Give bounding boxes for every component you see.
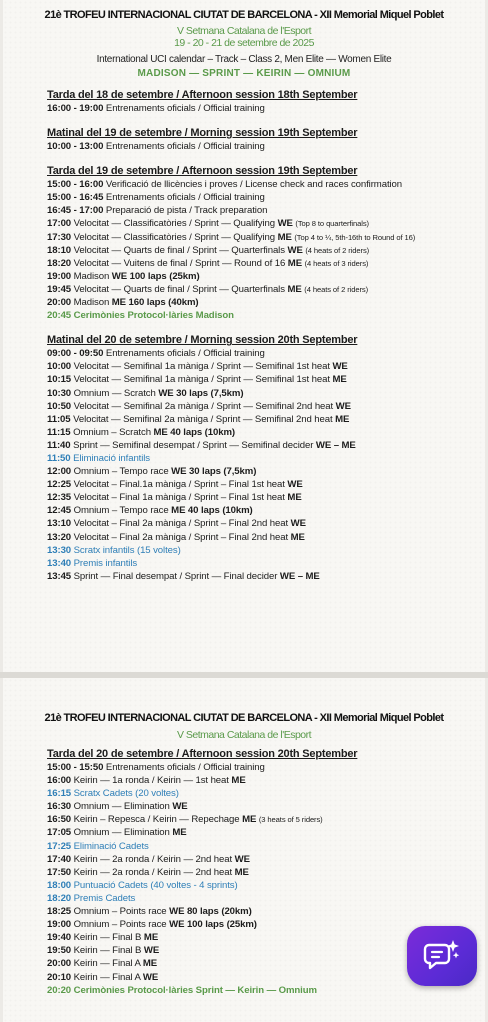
schedule-row: [47, 840, 477, 853]
schedule-row: [47, 140, 477, 153]
row-time: 11:05: [47, 413, 71, 425]
row-time: 19:50: [47, 945, 72, 957]
schedule-row: [47, 360, 477, 373]
row-event: Entrenaments oficials / Official training: [105, 192, 265, 204]
schedule-row: [47, 866, 477, 879]
row-event: Velocitat — Quarts de final / Sprint — Quarterfinals: [73, 283, 285, 295]
row-event: Omnium — Elimination: [73, 801, 170, 813]
row-event: Velocitat – Final 2a màniga / Sprint – Final 2nd heat: [73, 518, 289, 530]
schedule-row: [47, 452, 477, 465]
section-title: Tarda del 19 de setembre / Afternoon session 19th September: [47, 165, 358, 178]
row-event: Keirin — 2a ronda / Keirin — 2nd heat: [73, 853, 233, 865]
row-category: WE: [287, 479, 303, 491]
schedule-row: [47, 102, 477, 115]
row-time: 20:00: [47, 297, 72, 309]
schedule-row: [47, 387, 477, 400]
row-event: Omnium – Points race: [73, 919, 167, 931]
row-event: Entrenaments oficials / Official training: [105, 141, 265, 153]
schedule-row: [47, 826, 477, 839]
row-category: ME: [143, 932, 159, 944]
row-event: Velocitat – Final.1a màniga / Sprint – Final 1st heat: [73, 479, 285, 491]
event-subtitle-2: V Setmana Catalana de l'Esport: [176, 729, 312, 741]
row-event: Omnium – Tempo race: [73, 466, 169, 478]
row-time: 10:00 - 13:00: [47, 141, 104, 153]
row-time: 17:25: [47, 840, 72, 852]
row-time: 19:40: [47, 932, 72, 944]
row-time: 18:20: [47, 257, 72, 269]
row-time: 16:00: [47, 775, 72, 787]
row-event: Omnium — Scratch: [73, 387, 156, 399]
event-subtitle: V Setmana Catalana de l'Esport: [176, 25, 312, 37]
schedule-row: [47, 491, 477, 504]
schedule-row: [47, 373, 477, 386]
row-category: ME 160 laps (40km): [111, 297, 199, 309]
schedule-row: [47, 270, 477, 283]
row-category: ME: [287, 257, 302, 269]
row-note: (4 heats of 2 riders): [305, 245, 370, 255]
page-header: [3, 0, 485, 80]
row-time: 18:10: [47, 244, 72, 256]
schedule-row: [47, 761, 477, 774]
schedule-section: [47, 126, 477, 153]
row-category: WE 100 laps (25km): [111, 270, 200, 282]
row-event: Velocitat – Final 2a màniga / Sprint – Final 2nd heat: [73, 531, 289, 543]
row-time: 13:30: [47, 544, 72, 556]
schedule-row: [47, 257, 477, 270]
row-event: Eliminació Cadets: [73, 840, 149, 852]
row-category: WE – ME: [315, 439, 356, 451]
schedule-row: [47, 204, 477, 217]
row-category: WE: [277, 218, 293, 230]
row-event: Velocitat — Classificatòries / Sprint — Qualifying: [73, 231, 275, 243]
row-event: Omnium – Tempo race: [73, 505, 169, 517]
row-event: Preparació de pista / Track preparation: [105, 205, 268, 217]
schedule-row: [47, 478, 477, 491]
ai-assistant-button[interactable]: [407, 926, 477, 986]
schedule-row: [47, 879, 477, 892]
row-category: WE: [290, 518, 306, 530]
row-category: ME: [172, 827, 187, 839]
row-event: Entrenaments oficials / Official training: [105, 103, 265, 114]
row-time: 10:15: [47, 374, 72, 386]
row-event: Verificació de llicències i proves / License check and races confirmation: [105, 179, 403, 191]
schedule-row: [47, 309, 477, 322]
row-event: Sprint — Final desempat / Sprint — Final decider: [73, 570, 278, 582]
row-event: Keirin — Final B: [73, 932, 142, 944]
row-note: (3 heats of 5 riders): [258, 815, 323, 825]
schedule-row: [47, 426, 477, 439]
schedule-section: [47, 88, 477, 115]
row-time: 17:50: [47, 866, 72, 878]
row-time: 18:20: [47, 892, 72, 904]
row-category: WE 100 laps (25km): [169, 919, 257, 931]
section-title: Tarda del 20 de setembre / Afternoon session 20th September: [47, 748, 358, 760]
row-event: Velocitat – Final 1a màniga / Sprint – Final 1st heat: [73, 492, 285, 504]
row-time: 17:40: [47, 853, 72, 865]
row-category: ME: [231, 775, 246, 787]
row-category: WE: [332, 361, 348, 373]
row-category: WE: [335, 400, 351, 412]
event-category: International UCI calendar – Track – Class 2, Men Elite — Women Elite: [96, 54, 392, 65]
row-time: 17:30: [47, 231, 72, 243]
row-category: ME 40 laps (10km): [171, 505, 253, 517]
row-category: ME: [287, 283, 302, 295]
row-category: ME: [142, 958, 158, 970]
schedule-row: [47, 231, 477, 244]
row-category: ME 40 laps (10km): [153, 426, 235, 438]
schedule-row: [47, 178, 477, 191]
row-event: Entrenaments oficials / Official training: [105, 762, 265, 773]
row-time: 13:10: [47, 518, 72, 530]
row-category: WE – ME: [279, 570, 320, 582]
program-page-1: [3, 0, 485, 672]
row-category: ME: [290, 531, 305, 543]
row-time: 13:45: [47, 570, 72, 582]
event-title: 21è TROFEU INTERNACIONAL CIUTAT DE BARCELONA - XII Memorial Miquel Poblet: [44, 9, 444, 21]
schedule-section: [47, 164, 477, 322]
row-category: WE: [287, 244, 303, 256]
schedule-day1-2: [47, 88, 477, 583]
row-event: Eliminació infantils: [73, 452, 151, 464]
row-event: Velocitat — Semifinal 2a màniga / Sprint — Semifinal 2nd heat: [73, 413, 333, 425]
row-time: 10:30: [47, 387, 72, 399]
row-time: 12:45: [47, 505, 72, 517]
row-event: Entrenaments oficials / Official training: [105, 348, 265, 360]
row-event: Keirin – Repesca / Keirin — Repechage: [73, 814, 240, 826]
row-time: 11:15: [47, 426, 71, 438]
row-time: 19:45: [47, 283, 72, 295]
row-time: 16:45 - 17:00: [47, 205, 104, 217]
schedule-row: [47, 504, 477, 517]
row-time: 18:25: [47, 906, 72, 918]
row-note: (Top 4 to ¼, 5th-16th to Round of 16): [294, 232, 416, 242]
row-category: ME: [287, 492, 302, 504]
schedule-row: [47, 191, 477, 204]
row-event: Keirin — 2a ronda / Keirin — 2nd heat: [73, 866, 233, 878]
row-category: ME: [335, 413, 350, 425]
row-event: Keirin — Final A: [73, 971, 141, 983]
schedule-row: [47, 400, 477, 413]
row-time: 16:50: [47, 814, 72, 826]
schedule-row: [47, 570, 477, 583]
row-event: Velocitat — Semifinal 1a màniga / Sprint — Semifinal 1st heat: [73, 361, 330, 373]
row-time: 13:40: [47, 557, 72, 569]
ai-chat-sparkle-icon: [423, 938, 461, 974]
row-time: 15:00 - 16:45: [47, 192, 104, 204]
row-event: Keirin — Final A: [73, 958, 141, 970]
schedule-row: [47, 557, 477, 570]
row-category: WE: [234, 853, 250, 865]
schedule-row: [47, 413, 477, 426]
row-time: 13:20: [47, 531, 72, 543]
row-event: Omnium – Scratch: [73, 426, 151, 438]
row-note: (Top 8 to quarterfinals): [295, 219, 369, 229]
row-event: Velocitat — Classificatòries / Sprint — Qualifying: [73, 218, 275, 230]
row-category: ME: [277, 231, 292, 243]
row-event: Scratx infantils (15 voltes): [73, 544, 181, 556]
row-note: (4 heats of 3 riders): [304, 258, 369, 268]
schedule-row: [47, 439, 477, 452]
row-time: 16:15: [47, 788, 72, 800]
row-category: WE 30 laps (7,5km): [158, 387, 244, 399]
row-note: (4 heats of 2 riders): [304, 284, 369, 294]
row-event: Omnium — Elimination: [73, 827, 170, 839]
schedule-row: [47, 800, 477, 813]
schedule-row: [47, 853, 477, 866]
row-time: 11:50: [47, 452, 71, 464]
section-title: Matinal del 19 de setembre / Morning session 19th September: [47, 127, 358, 140]
row-category: ME: [242, 814, 257, 826]
row-event: Omnium – Points race: [73, 906, 167, 918]
row-time: 16:30: [47, 801, 72, 813]
row-event: Madison: [73, 297, 110, 309]
row-time: 15:00 - 15:50: [47, 762, 104, 773]
schedule-row: [47, 544, 477, 557]
section-title: Matinal del 20 de setembre / Morning session 20th September: [47, 334, 358, 347]
row-event: Cerimònies Protocol·làries Sprint — Keirin — Omnium: [73, 984, 317, 996]
row-event: Velocitat — Semifinal 2a màniga / Sprint — Semifinal 2nd heat: [73, 400, 334, 412]
row-time: 19:00: [47, 270, 72, 282]
schedule-row: [47, 813, 477, 826]
schedule-row: [47, 531, 477, 544]
row-event: Velocitat — Quarts de final / Sprint — Quarterfinals: [73, 244, 285, 256]
row-time: 20:45: [47, 310, 72, 322]
event-title-2: 21è TROFEU INTERNACIONAL CIUTAT DE BARCELONA - XII Memorial Miquel Poblet: [44, 712, 444, 724]
row-event: Scratx Cadets (20 voltes): [73, 788, 179, 800]
row-time: 20:10: [47, 971, 72, 983]
row-time: 20:00: [47, 958, 72, 970]
row-time: 11:40: [47, 439, 71, 451]
schedule-row: [47, 465, 477, 478]
section-title: Tarda del 18 de setembre / Afternoon session 18th September: [47, 89, 358, 101]
schedule-row: [47, 347, 477, 360]
row-time: 15:00 - 16:00: [47, 179, 104, 191]
row-time: 16:00 - 19:00: [47, 103, 104, 114]
schedule-row: [47, 517, 477, 530]
schedule-row: [47, 296, 477, 309]
schedule-row: [47, 905, 477, 918]
row-event: Keirin — 1a ronda / Keirin — 1st heat: [73, 775, 229, 787]
row-category: WE: [172, 801, 188, 813]
event-dates: 19 - 20 - 21 de setembre de 2025: [174, 37, 314, 49]
row-event: Velocitat — Vuitens de final / Sprint — Round of 16: [73, 257, 286, 269]
row-category: ME: [234, 866, 249, 878]
row-time: 10:00: [47, 361, 72, 373]
row-category: WE: [143, 945, 160, 957]
row-time: 10:50: [47, 400, 72, 412]
row-category: WE 30 laps (7,5km): [171, 466, 257, 478]
schedule-row: [47, 774, 477, 787]
row-event: Velocitat — Semifinal 1a màniga / Sprint — Semifinal 1st heat: [73, 374, 330, 386]
schedule-row: [47, 787, 477, 800]
row-event: Premis Cadets: [73, 892, 136, 904]
page-header-2: [3, 678, 485, 741]
schedule-section: [47, 333, 477, 583]
row-event: Keirin — Final B: [73, 945, 142, 957]
row-time: 19:00: [47, 919, 72, 931]
row-event: Sprint — Semifinal desempat / Sprint — Semifinal decider: [73, 439, 314, 451]
row-event: Premis infantils: [73, 557, 138, 569]
schedule-row: [47, 217, 477, 230]
row-event: Madison: [73, 270, 110, 282]
row-category: ME: [332, 374, 347, 386]
row-time: 09:00 - 09:50: [47, 348, 104, 360]
schedule-row: [47, 244, 477, 257]
row-category: WE: [142, 971, 159, 983]
row-event: Puntuació Cadets (40 voltes - 4 sprints): [73, 879, 238, 891]
row-time: 18:00: [47, 879, 72, 891]
row-time: 17:00: [47, 218, 72, 230]
row-time: 20:20: [47, 984, 72, 996]
row-time: 17:05: [47, 827, 72, 839]
schedule-row: [47, 984, 477, 997]
row-category: WE 80 laps (20km): [169, 906, 252, 918]
row-time: 12:35: [47, 492, 72, 504]
event-disciplines: MADISON — SPRINT — KEIRIN — OMNIUM: [137, 68, 351, 79]
row-time: 12:00: [47, 466, 72, 478]
schedule-row: [47, 892, 477, 905]
schedule-row: [47, 283, 477, 296]
row-event: Cerimònies Protocol·làries Madison: [73, 310, 234, 322]
row-time: 12:25: [47, 479, 72, 491]
